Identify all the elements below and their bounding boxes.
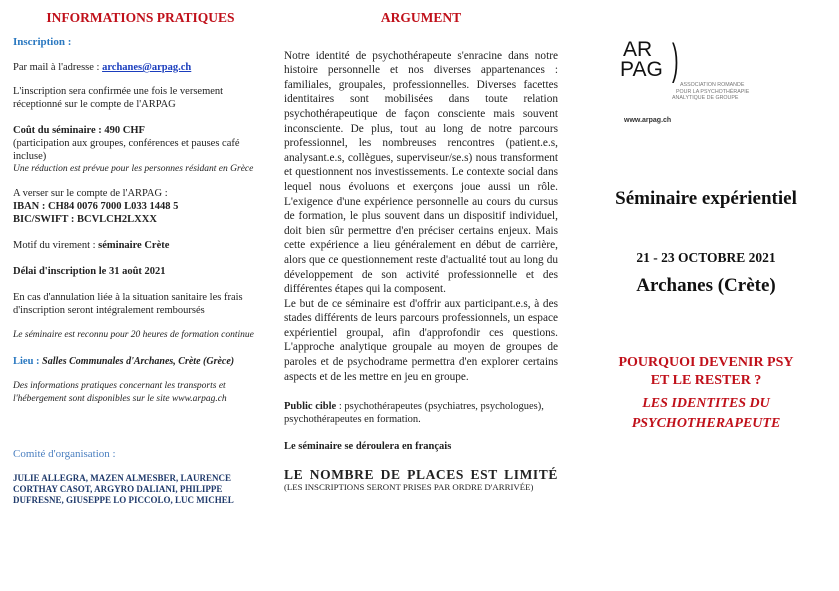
email-link[interactable]: archanes@arpag.ch [102, 62, 192, 73]
motif-value: séminaire Crète [98, 240, 170, 251]
website-link[interactable]: www.arpag.ch [624, 117, 672, 124]
argument-heading: ARGUMENT [380, 10, 462, 25]
logo-subtitle: ASSOCIATION ROMANDE POUR LA PSYCHOTHÉRAPIE ANALYTIQUE DE GROUPE [672, 82, 750, 101]
lieu-label: Lieu : [13, 356, 43, 367]
language-note: Le séminaire se déroulera en français [284, 441, 452, 453]
account-intro: A verser sur le compte de l'ARPAG : [13, 188, 168, 199]
committee-label: Comité d'organisation : [13, 448, 116, 460]
motif-prefix: Motif du virement : [13, 240, 99, 251]
logo-letters: AR PAG [620, 38, 663, 81]
confirmation-text: L'inscription sera confirmée une fois le versement réceptionné sur le compte de l'ARPAG [13, 86, 224, 110]
practical-info-heading: INFORMATIONS PRATIQUES [46, 10, 235, 25]
practical-info-note: Des informations pratiques concernant les transports et l'hébergement sont disponibles sur le site www.arpag.ch [13, 381, 227, 404]
argument-paragraph-2: Le but de ce séminaire est d'offrir aux participant.e.s, à des stades différents de leurs parcours professionnels, un espace expérientiel groupal, afin d'approfondir ces questions. L'approche analytique groupale au moyen de groupes de paroles et de psychodrame permettra d'en explorer certains aspects et de les mettre en jeu en groupe. [284, 297, 558, 383]
cost-detail: (participation aux groupes, conférences et pauses café incluse) [13, 138, 240, 162]
seminar-subtitle: LES IDENTITES DU PSYCHOTHERAPEUTE [631, 396, 781, 431]
public-value: : psychothérapeutes (psychiatres, psychologues), psychothérapeutes en formation. [284, 401, 544, 426]
argument-column [284, 0, 558, 492]
inscription-label: Inscription : [13, 36, 72, 48]
lieu-value: Salles Communales d'Archanes, Crète (Grèce) [42, 356, 235, 367]
recognition-note: Le séminaire est reconnu pour 20 heures de formation continue [13, 330, 254, 340]
seminar-title: Séminaire expérientiel [615, 188, 797, 209]
bic-swift: BIC/SWIFT : BCVLCH2LXXX [13, 214, 157, 225]
arpag-logo [620, 35, 800, 130]
target-audience [284, 400, 558, 426]
cost-label: Coût du séminaire : 490 CHF [13, 125, 145, 136]
logo-parenthesis: ) [672, 35, 679, 84]
reduction-note: Une réduction est prévue pour les personnes résidant en Grèce [13, 164, 254, 174]
seminar-dates: 21 - 23 OCTOBRE 2021 [636, 250, 776, 265]
mail-line [13, 61, 268, 74]
places-limited: LE NOMBRE DE PLACES EST LIMITÉ [284, 466, 558, 482]
lieu-line [13, 355, 268, 368]
places-note: (LES INSCRIPTIONS SERONT PRISES PAR ORDRE D'ARRIVÉE) [284, 482, 534, 493]
seminar-question: POURQUOI DEVENIR PSY ET LE RESTER ? [618, 355, 794, 388]
practical-info-column [13, 0, 268, 506]
public-label: Public cible [284, 401, 337, 413]
deadline: Délai d'inscription le 31 août 2021 [13, 266, 166, 277]
mail-prefix: Par mail à l'adresse : [13, 62, 103, 73]
cancellation-text: En cas d'annulation liée à la situation sanitaire les frais d'inscription seront intégralement remboursés [13, 292, 243, 316]
seminar-location: Archanes (Crète) [636, 275, 776, 296]
argument-paragraph-1: Notre identité de psychothérapeute s'enracine dans notre histoire personnelle et nos diverses appartenances : familiales, groupales, professionnelles. Diverses facettes identitaires sont mobilisées dans toute relation psychothérapeutique de façon consciente mais souvent inconsciente. De plus, tout au long de notre parcours professionnel, les nombreuses rencontres (patient.e.s, analysant.e.s, collègues, superviseur/se.s) nous transforment et questionnent nos investissements. Le contexte social dans lequel nous évoluons et exerçons joue aussi un rôle. L'exigence d'une expérience personnelle au cours du cursus de formation, le plus souvent dans un dispositif individuel, doit bien sûr permettre d'en préciser certains enjeux. Mais cette expérience a lieu généralement en début de carrière, alors que ce questionnement reste d'actualité tout au long du développement de son activité professionnelle et des différentes étapes qui la composent. [284, 49, 558, 296]
iban: IBAN : CH84 0076 7000 L033 1448 5 [13, 201, 179, 212]
committee-members: JULIE ALLEGRA, MAZEN ALMESBER, LAURENCE CORTHAY CASOT, ARGYRO DALIANI, PHILIPPE DUFRESNE, GIUSEPPE LO PICCOLO, LUC MICHEL [13, 473, 234, 505]
motif-line [13, 239, 268, 252]
